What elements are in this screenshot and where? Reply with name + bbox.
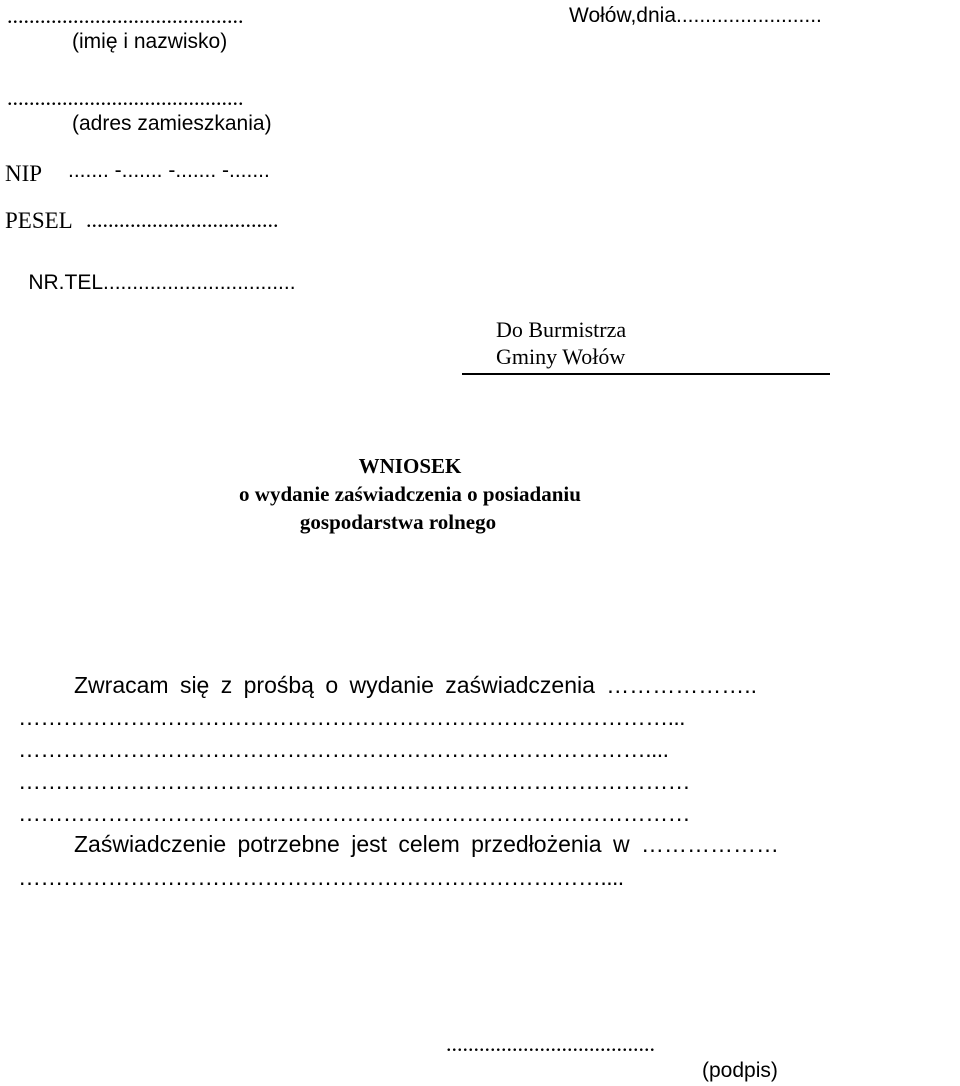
tel-value: ................................ [108, 271, 296, 294]
name-dots: ........................................... [7, 3, 244, 28]
body-line5: ……………………………………………………………………………… [18, 800, 691, 826]
nip-label: NIP [5, 161, 43, 186]
signature-label: (podpis) [702, 1059, 778, 1082]
addressee-line2: Gminy Wołów [496, 344, 626, 369]
address-label: (adres zamieszkania) [72, 112, 272, 135]
title-line1: o wydanie zaświadczenia o posiadaniu [239, 482, 581, 506]
body-line7: …………………………………………………………………….... [18, 864, 624, 890]
pesel-value: ................................... [86, 207, 279, 232]
addressee-underline [462, 373, 830, 375]
tel-label: NR.TEL. [28, 271, 109, 294]
title-line2: gospodarstwa rolnego [299, 510, 497, 534]
signature-dots: ...................................... [446, 1031, 655, 1056]
nip-value: ....... -....... -....... -....... [68, 159, 270, 182]
body-line3: ………………………………………………………………………….... [18, 736, 669, 762]
address-dots: ........................................... [7, 85, 244, 110]
title-heading: WNIOSEK [358, 454, 462, 478]
body-line4: ……………………………………………………………………………… [18, 768, 691, 794]
name-label: (imię i nazwisko) [72, 30, 228, 53]
body-line6: Zaświadczenie potrzebne jest celem przedłożenia w ……………… [74, 831, 779, 857]
tel-line [5, 251, 296, 314]
body-line1: Zwracam się z prośbą o wydanie zaświadczenia ……………….. [74, 672, 758, 698]
pesel-label: PESEL [5, 208, 73, 233]
body-line2: ……………………………………………………………………………... [18, 704, 685, 730]
addressee-line1: Do Burmistrza [496, 317, 627, 342]
place-date: Wołów,dnia......................... [569, 4, 822, 27]
